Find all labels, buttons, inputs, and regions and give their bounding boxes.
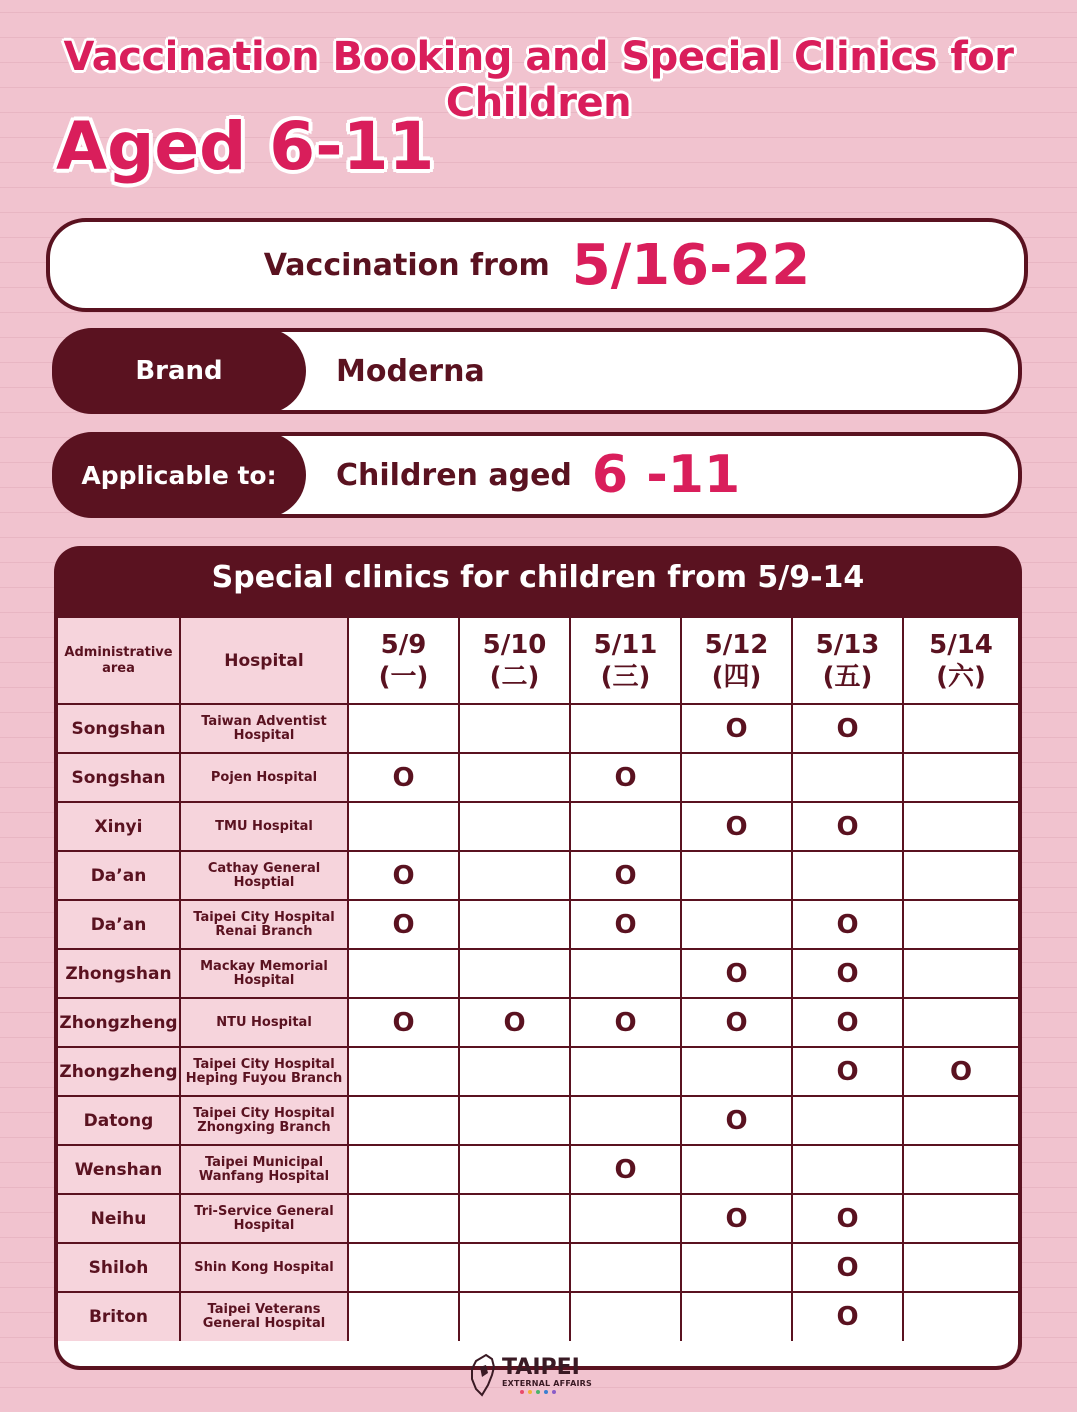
schedule-cell bbox=[459, 753, 570, 802]
day-date: 5/9 bbox=[380, 629, 427, 660]
day-weekday: (六) bbox=[936, 661, 986, 692]
schedule-cell bbox=[792, 753, 903, 802]
schedule-cell: O bbox=[792, 802, 903, 851]
schedule-cell bbox=[348, 949, 459, 998]
area-cell: Songshan bbox=[58, 704, 180, 753]
schedule-cell bbox=[348, 1243, 459, 1292]
logo-dot bbox=[536, 1390, 540, 1394]
area-cell: Zhongshan bbox=[58, 949, 180, 998]
vaccination-period-box bbox=[46, 218, 1028, 312]
schedule-cell bbox=[459, 1096, 570, 1145]
schedule-cell: O bbox=[348, 851, 459, 900]
schedule-cell: O bbox=[570, 900, 681, 949]
header-hospital: Hospital bbox=[180, 618, 348, 704]
schedule-cell: O bbox=[792, 1292, 903, 1341]
schedule-cell bbox=[903, 998, 1018, 1047]
vaccination-label: Vaccination from bbox=[263, 247, 550, 283]
schedule-cell: O bbox=[681, 949, 792, 998]
schedule-cell bbox=[681, 753, 792, 802]
table-row bbox=[58, 1096, 1018, 1145]
schedule-cell bbox=[570, 1047, 681, 1096]
schedule-cell bbox=[792, 1145, 903, 1194]
hospital-cell: Tri-Service General Hospital bbox=[180, 1194, 348, 1243]
logo-dots bbox=[520, 1390, 592, 1394]
taipei-logo bbox=[466, 1352, 616, 1398]
schedule-cell: O bbox=[792, 704, 903, 753]
hospital-cell: Mackay Memorial Hospital bbox=[180, 949, 348, 998]
day-date: 5/11 bbox=[593, 629, 658, 660]
schedule-cell bbox=[570, 1096, 681, 1145]
schedule-cell: O bbox=[903, 1047, 1018, 1096]
schedule-cell: O bbox=[792, 1047, 903, 1096]
schedule-cell: O bbox=[348, 900, 459, 949]
schedule-cell bbox=[903, 1145, 1018, 1194]
applicable-value bbox=[336, 436, 740, 514]
area-cell: Zhongzheng bbox=[58, 998, 180, 1047]
area-cell: Shiloh bbox=[58, 1243, 180, 1292]
table-row bbox=[58, 1194, 1018, 1243]
schedule-cell bbox=[681, 1145, 792, 1194]
schedule-cell bbox=[681, 1047, 792, 1096]
header-day bbox=[792, 618, 903, 704]
table-row bbox=[58, 753, 1018, 802]
table-row bbox=[58, 998, 1018, 1047]
table-header-row bbox=[58, 618, 1018, 704]
schedule-cell: O bbox=[792, 1194, 903, 1243]
day-weekday: (一) bbox=[378, 661, 429, 692]
schedule-cell bbox=[570, 1292, 681, 1341]
schedule-cell bbox=[459, 704, 570, 753]
applicable-row bbox=[52, 432, 1022, 518]
brand-row bbox=[52, 328, 1022, 414]
area-cell: Xinyi bbox=[58, 802, 180, 851]
schedule-cell: O bbox=[570, 753, 681, 802]
vaccination-dates: 5/16-22 bbox=[571, 232, 811, 298]
brand-tag: Brand bbox=[52, 328, 306, 414]
header-day bbox=[903, 618, 1018, 704]
table-row bbox=[58, 851, 1018, 900]
schedule-cell bbox=[459, 900, 570, 949]
schedule-cell bbox=[903, 802, 1018, 851]
clinic-schedule-grid bbox=[58, 618, 1018, 1366]
schedule-cell bbox=[903, 753, 1018, 802]
schedule-cell bbox=[348, 1194, 459, 1243]
schedule-cell: O bbox=[681, 1096, 792, 1145]
logo-main-text: TAIPEI bbox=[502, 1354, 580, 1380]
hospital-cell: Pojen Hospital bbox=[180, 753, 348, 802]
logo-dot bbox=[528, 1390, 532, 1394]
taiwan-map-icon bbox=[466, 1353, 498, 1397]
schedule-cell bbox=[348, 1096, 459, 1145]
day-weekday: (三) bbox=[600, 661, 651, 692]
schedule-cell bbox=[903, 1292, 1018, 1341]
day-date: 5/10 bbox=[482, 629, 547, 660]
day-weekday: (五) bbox=[822, 661, 873, 692]
special-clinics-panel bbox=[54, 546, 1022, 1370]
schedule-cell: O bbox=[792, 949, 903, 998]
schedule-cell: O bbox=[570, 1145, 681, 1194]
schedule-cell bbox=[903, 1243, 1018, 1292]
main-title: Vaccination Booking and Special Clinics for Children bbox=[63, 34, 1014, 126]
schedule-cell: O bbox=[459, 998, 570, 1047]
schedule-cell bbox=[459, 949, 570, 998]
schedule-cell bbox=[459, 851, 570, 900]
hospital-cell: Shin Kong Hospital bbox=[180, 1243, 348, 1292]
schedule-cell: O bbox=[681, 704, 792, 753]
brand-name: Moderna bbox=[336, 353, 485, 389]
header-day bbox=[459, 618, 570, 704]
schedule-cell: O bbox=[792, 998, 903, 1047]
schedule-cell bbox=[459, 1047, 570, 1096]
schedule-cell bbox=[681, 1243, 792, 1292]
brand-value bbox=[336, 332, 485, 410]
area-cell: Songshan bbox=[58, 753, 180, 802]
table-row bbox=[58, 900, 1018, 949]
schedule-cell: O bbox=[792, 1243, 903, 1292]
logo-dot bbox=[544, 1390, 548, 1394]
hospital-cell: Taipei Veterans General Hospital bbox=[180, 1292, 348, 1341]
schedule-cell: O bbox=[792, 900, 903, 949]
schedule-cell bbox=[792, 1096, 903, 1145]
table-row bbox=[58, 1243, 1018, 1292]
day-date: 5/13 bbox=[815, 629, 880, 660]
schedule-cell bbox=[792, 851, 903, 900]
hospital-cell: Cathay General Hosptial bbox=[180, 851, 348, 900]
area-cell: Datong bbox=[58, 1096, 180, 1145]
schedule-cell bbox=[348, 802, 459, 851]
schedule-cell bbox=[459, 802, 570, 851]
schedule-cell bbox=[570, 704, 681, 753]
applicable-tag: Applicable to: bbox=[52, 432, 306, 518]
header-day bbox=[681, 618, 792, 704]
schedule-cell bbox=[459, 1243, 570, 1292]
table-row bbox=[58, 704, 1018, 753]
age-title: Aged 6-11 bbox=[56, 108, 435, 185]
schedule-cell bbox=[570, 1243, 681, 1292]
schedule-cell bbox=[348, 1047, 459, 1096]
schedule-cell bbox=[459, 1145, 570, 1194]
schedule-cell bbox=[903, 851, 1018, 900]
table-row bbox=[58, 802, 1018, 851]
schedule-cell bbox=[903, 704, 1018, 753]
schedule-cell bbox=[903, 900, 1018, 949]
schedule-cell bbox=[681, 900, 792, 949]
area-cell: Da’an bbox=[58, 900, 180, 949]
table-row bbox=[58, 1145, 1018, 1194]
schedule-cell bbox=[681, 1292, 792, 1341]
schedule-cell bbox=[570, 1194, 681, 1243]
clinic-schedule-table bbox=[58, 618, 1018, 1341]
hospital-cell: Taipei City Hospital Heping Fuyou Branch bbox=[180, 1047, 348, 1096]
header-day bbox=[570, 618, 681, 704]
table-body bbox=[58, 704, 1018, 1341]
table-row bbox=[58, 949, 1018, 998]
schedule-cell bbox=[903, 1096, 1018, 1145]
schedule-cell: O bbox=[348, 998, 459, 1047]
header-area: Administrative area bbox=[58, 618, 180, 704]
day-date: 5/14 bbox=[929, 629, 993, 660]
schedule-cell: O bbox=[348, 753, 459, 802]
table-row bbox=[58, 1292, 1018, 1341]
table-row bbox=[58, 1047, 1018, 1096]
schedule-cell bbox=[570, 949, 681, 998]
hospital-cell: Taipei City Hospital Zhongxing Branch bbox=[180, 1096, 348, 1145]
schedule-cell bbox=[903, 949, 1018, 998]
hospital-cell: Taiwan Adventist Hospital bbox=[180, 704, 348, 753]
schedule-cell: O bbox=[570, 851, 681, 900]
day-weekday: (四) bbox=[711, 661, 762, 692]
applicable-age: 6 -11 bbox=[591, 445, 741, 505]
schedule-cell: O bbox=[681, 998, 792, 1047]
schedule-cell bbox=[459, 1194, 570, 1243]
schedule-cell: O bbox=[570, 998, 681, 1047]
logo-sub-text: EXTERNAL AFFAIRS bbox=[502, 1378, 592, 1388]
schedule-cell: O bbox=[681, 802, 792, 851]
area-cell: Da’an bbox=[58, 851, 180, 900]
area-cell: Briton bbox=[58, 1292, 180, 1341]
hospital-cell: Taipei Municipal Wanfang Hospital bbox=[180, 1145, 348, 1194]
schedule-cell bbox=[348, 1145, 459, 1194]
logo-dot bbox=[552, 1390, 556, 1394]
applicable-text: Children aged bbox=[336, 457, 572, 493]
day-weekday: (二) bbox=[489, 661, 540, 692]
schedule-cell bbox=[903, 1194, 1018, 1243]
area-cell: Neihu bbox=[58, 1194, 180, 1243]
clinics-title: Special clinics for children from 5/9-14 bbox=[211, 560, 865, 595]
schedule-cell bbox=[348, 704, 459, 753]
schedule-cell bbox=[348, 1292, 459, 1341]
schedule-cell bbox=[459, 1292, 570, 1341]
day-date: 5/12 bbox=[704, 629, 769, 660]
logo-dot bbox=[520, 1390, 524, 1394]
schedule-cell bbox=[681, 851, 792, 900]
hospital-cell: TMU Hospital bbox=[180, 802, 348, 851]
header-day bbox=[348, 618, 459, 704]
schedule-cell: O bbox=[681, 1194, 792, 1243]
schedule-cell bbox=[570, 802, 681, 851]
area-cell: Zhongzheng bbox=[58, 1047, 180, 1096]
area-cell: Wenshan bbox=[58, 1145, 180, 1194]
hospital-cell: NTU Hospital bbox=[180, 998, 348, 1047]
hospital-cell: Taipei City Hospital Renai Branch bbox=[180, 900, 348, 949]
